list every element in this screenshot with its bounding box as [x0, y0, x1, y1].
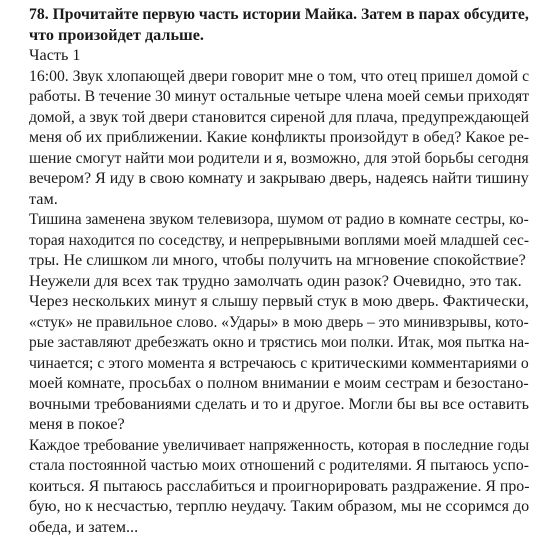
text-line: Каждое требование увеличивает напряженность, которая в последние годы [29, 435, 511, 456]
text-line: чинается; с этого момента я встречаюсь с критическими комментариями о [29, 353, 515, 374]
text-line: там. [29, 189, 529, 210]
text-line: моей комнате, просьбах о полном внимании е моим сестрам и безостано- [29, 373, 522, 394]
text-line: бую, но к несчастью, терплю неудачу. Таким образом, мы не ссоримся до [29, 496, 524, 517]
text-line: стала постоянной частью моих отношений с родителями. Я пытаюсь успо- [29, 455, 513, 476]
text-line: шение смогут найти мои родители и я, возможно, для этой борьбы сегодня [29, 148, 513, 169]
text-line: домой, а звук той двери становится сиреной для плача, предупреждающей [29, 107, 515, 128]
paragraph-1 [29, 66, 529, 210]
text-line: меня об их приближении. Какие конфликты произойдут в обед? Какое ре- [29, 127, 519, 148]
exercise-title-text: Прочитайте первую часть истории Майка. Затем в парах обсудите, [53, 5, 529, 23]
text-line: меня в покое? [29, 414, 529, 435]
text-line: 16:00. Звук хлопающей двери говорит мне о том, что отец пришел домой с [29, 66, 514, 87]
text-line: тры. Не слишком ли много, чтобы получить на мгновение спокойствие? [29, 250, 529, 271]
exercise-heading [29, 4, 529, 45]
text-line: Неужели для всех так трудно замолчать один разок? Очевидно, это так. [29, 271, 529, 292]
textbook-page [29, 4, 529, 537]
text-line: рые заставляют дребезжать окно и трястись мои полки. Итак, моя пытка на- [29, 332, 505, 353]
paragraph-4 [29, 435, 529, 537]
paragraph-2 [29, 209, 529, 291]
text-line: Через нескольких минут я слышу первый стук в мою дверь. Фактически, [29, 291, 525, 312]
text-line: обеда, и затем... [29, 517, 529, 537]
text-line: работы. В течение 30 минут остальные четыре члена моей семьи приходят [29, 86, 514, 107]
text-line: Тишина заменена звуком телевизора, шумом от радио в комнате сестры, ко- [29, 209, 506, 230]
text-line: коиться. Я пытаюсь расслабиться и проигнорировать раздражение. Я про- [29, 476, 518, 497]
text-line: вочными требованиями сделать и то и другое. Могли бы вы все оставить [29, 394, 526, 415]
text-line: вечером? Я иду в свою комнату и закрываю дверь, надеясь найти тишину [29, 168, 522, 189]
text-line: торая находится по соседству, и непрерывными воплями моей младшей сес- [29, 230, 503, 251]
exercise-heading-line-1 [29, 4, 514, 25]
paragraph-3 [29, 291, 529, 435]
part-label: Часть 1 [29, 45, 529, 66]
text-line: «стук» не правильное слово. «Удары» в мою дверь – это минивзрывы, кото- [29, 312, 507, 333]
exercise-number: 78. [29, 5, 49, 23]
exercise-heading-line-2: что произойдет дальше. [29, 25, 529, 46]
